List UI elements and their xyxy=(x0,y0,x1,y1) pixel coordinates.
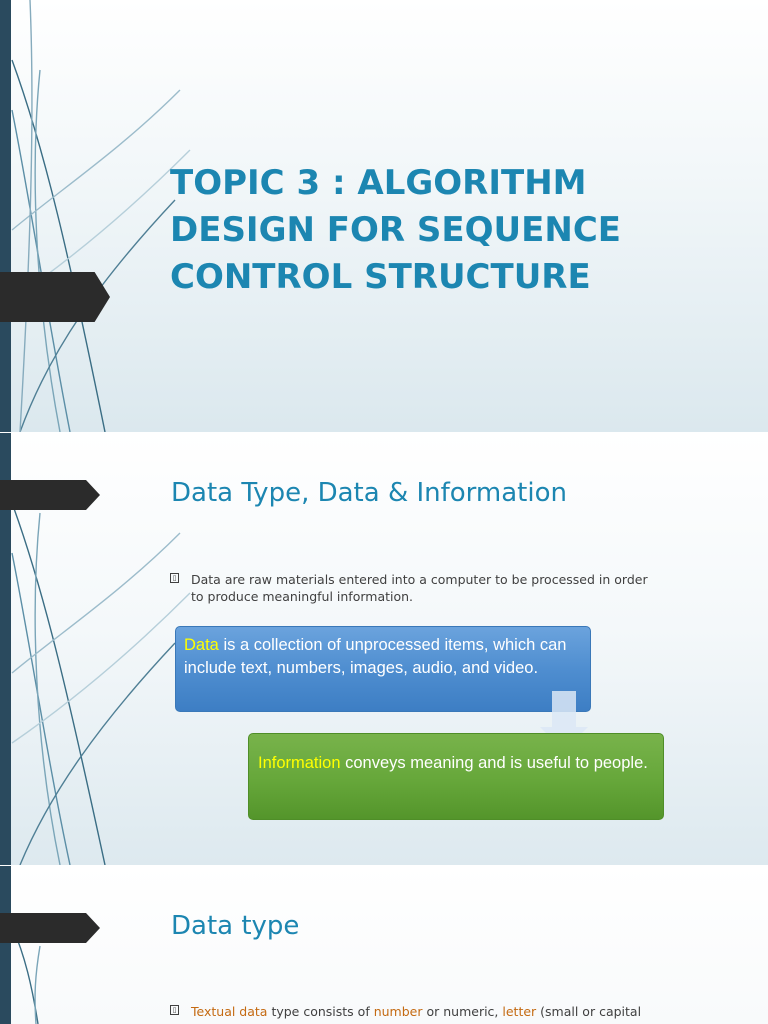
data-keyword: Data xyxy=(184,636,219,654)
textual-data-keyword: Textual data xyxy=(191,1004,268,1019)
bullet-marker-icon: ▯ xyxy=(170,1005,179,1015)
bullet-text xyxy=(191,1003,730,1020)
slide-data-type xyxy=(0,866,768,1024)
bullet-text-part: (small or capital xyxy=(536,1004,642,1019)
information-definition-text: conveys meaning and is useful to people. xyxy=(340,754,648,772)
bullet-marker-icon: ▯ xyxy=(170,573,179,583)
slide-title xyxy=(0,0,768,432)
slide-heading: Data type xyxy=(171,911,300,941)
data-definition-box xyxy=(175,626,591,712)
slide-heading: Data Type, Data & Information xyxy=(171,478,567,508)
bullet-item xyxy=(170,1003,730,1020)
data-definition-text: is a collection of unprocessed items, which can include text, numbers, images, audio, and video. xyxy=(184,636,567,677)
slide-title-text: TOPIC 3 : ALGORITHM DESIGN FOR SEQUENCE CONTROL STRUCTURE xyxy=(170,163,622,297)
slide-tab-arrow xyxy=(0,480,100,510)
bullet-text-part: or numeric, xyxy=(422,1004,503,1019)
information-definition-box xyxy=(248,733,664,820)
letter-keyword: letter xyxy=(502,1004,537,1019)
information-keyword: Information xyxy=(258,754,341,772)
slide-tab-arrow xyxy=(0,272,110,322)
number-keyword: number xyxy=(373,1004,423,1019)
slide-tab-arrow xyxy=(0,913,100,943)
bullet-item xyxy=(170,571,730,605)
bullet-text-part: type consists of xyxy=(267,1004,374,1019)
decorative-swirl xyxy=(0,866,80,1024)
bullet-text: Data are raw materials entered into a computer to be processed in order to produce meaningful information. xyxy=(191,572,648,604)
